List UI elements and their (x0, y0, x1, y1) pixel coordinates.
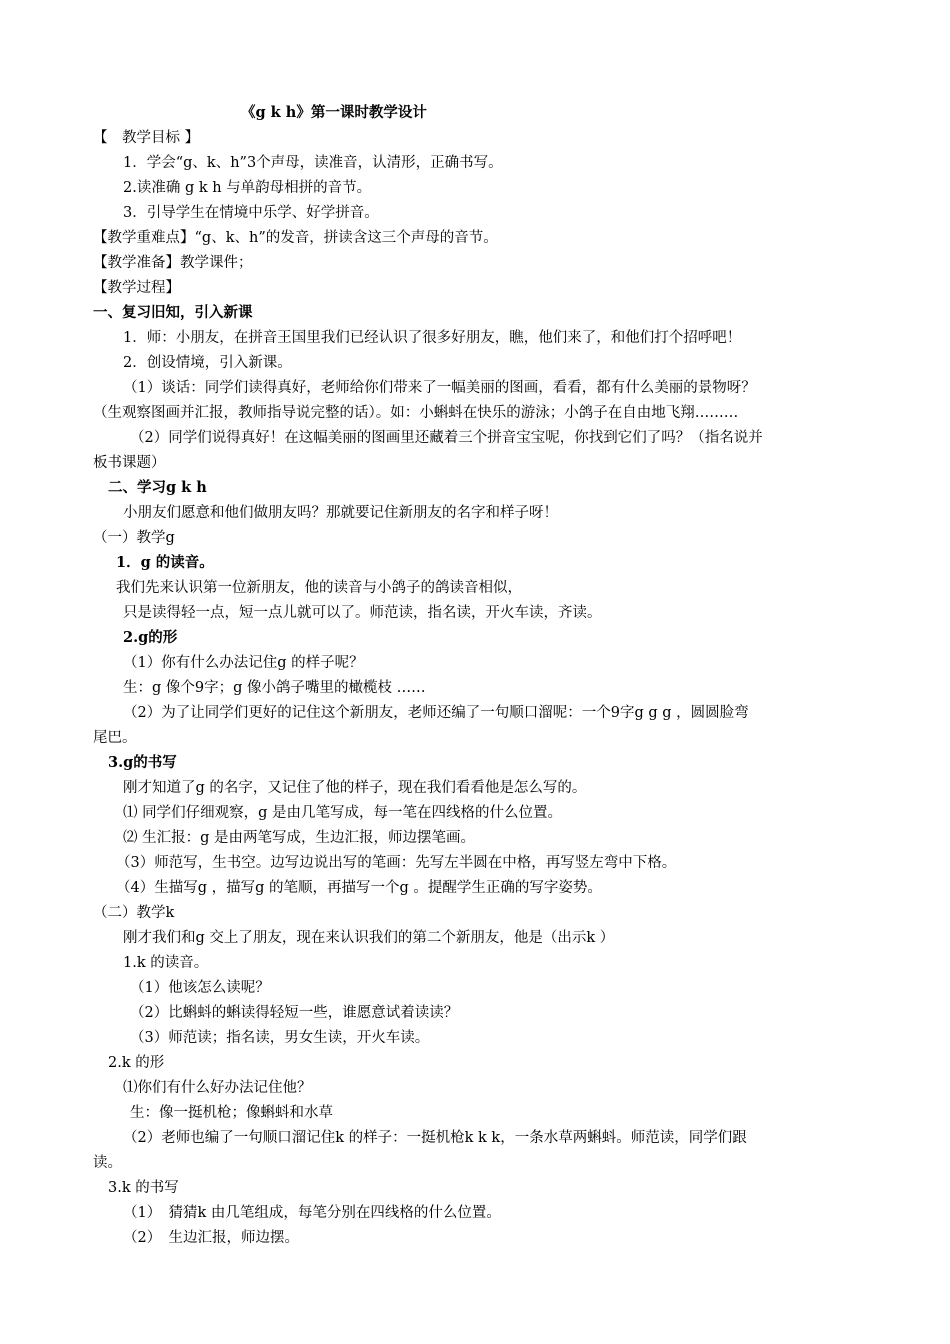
document-title: 《g k h》第一课时教学设计 (241, 104, 427, 121)
paragraph-line: 1．学会“g、k、h”3个声母，读准音，认清形，正确书写。 (123, 155, 503, 171)
paragraph-line: ⑵ 生汇报：g 是由两笔写成，生边汇报，师边摆笔画。 (123, 830, 475, 846)
paragraph-line: （2）为了让同学们更好的记住这个新朋友，老师还编了一句顺口溜呢：一个9字g g g ，圆圆脸弯 (123, 705, 749, 721)
paragraph-line: （生观察图画并汇报，教师指导说完整的话）。如：小蝌蚪在快乐的游泳；小鸽子在自由地飞翔……… (93, 405, 739, 421)
paragraph-line: 2．创设情境，引入新课。 (123, 355, 292, 371)
paragraph-line: 生：像一挺机枪；像蝌蚪和水草 (130, 1105, 333, 1121)
paragraph-line: ⑴你们有什么好办法记住他？ (123, 1080, 312, 1096)
paragraph-line: ⑴ 同学们仔细观察，g 是由几笔写成，每一笔在四线格的什么位置。 (123, 805, 562, 821)
paragraph-line: （2） 生边汇报，师边摆。 (123, 1230, 299, 1246)
paragraph-line: 3．引导学生在情境中乐学、好学拼音。 (123, 205, 379, 221)
paragraph-line: （1）他该怎么读呢？ (130, 980, 270, 996)
paragraph-line: 【教学准备】教学课件； (93, 255, 253, 271)
paragraph-line: （3）师范读；指名读，男女生读，开火车读。 (130, 1030, 430, 1046)
paragraph-line: 1．师：小朋友，在拼音王国里我们已经认识了很多好朋友，瞧，他们来了，和他们打个招呼吧！ (123, 330, 742, 346)
paragraph-line: 我们先来认识第一位新朋友，他的读音与小鸽子的鸽读音相似， (116, 580, 522, 596)
subsection-heading: （一）教学g (93, 530, 175, 546)
paragraph-line: 小朋友们愿意和他们做朋友吗？那就要记住新朋友的名字和样子呀！ (123, 505, 558, 521)
paragraph-line: （2）老师也编了一句顺口溜记住k 的样子：一挺机枪k k k，一条水草两蝌蚪。师范读，同学们跟 (123, 1130, 747, 1146)
paragraph-line: （4）生描写g ，描写g 的笔顺，再描写一个g 。提醒学生正确的写字姿势。 (116, 880, 602, 896)
item-heading: 1.k 的读音。 (123, 955, 209, 971)
paragraph-line: （1）你有什么办法记住g 的样子呢？ (123, 655, 364, 671)
item-heading: 2.g的形 (123, 629, 178, 646)
section-label-process: 【教学过程】 (93, 280, 180, 296)
item-heading: 3.k 的书写 (108, 1180, 179, 1196)
section-heading: 一、复习旧知，引入新课 (93, 304, 253, 321)
paragraph-line: （2）同学们说得真好！在这幅美丽的图画里还藏着三个拼音宝宝呢，你找到它们了吗？（指名说并 (130, 430, 763, 446)
item-heading: 3.g的书写 (108, 754, 177, 771)
paragraph-line: 尾巴。 (93, 730, 137, 746)
paragraph-line: 只是读得轻一点，短一点儿就可以了。师范读，指名读，开火车读，齐读。 (123, 605, 602, 621)
paragraph-line: 刚才知道了g 的名字，又记住了他的样子，现在我们看看他是怎么写的。 (123, 780, 587, 796)
paragraph-line: 2.读准确 g k h 与单韵母相拼的音节。 (123, 180, 372, 196)
paragraph-line: 刚才我们和g 交上了朋友，现在来认识我们的第二个新朋友，他是（出示k ） (123, 930, 615, 946)
section-label-goals: 【 教学目标 】 (93, 130, 200, 146)
item-heading: 2.k 的形 (108, 1055, 165, 1071)
paragraph-line: 板书课题） (93, 455, 166, 471)
paragraph-line: 读。 (93, 1155, 122, 1171)
paragraph-line: 【教学重难点】“g、k、h”的发音，拼读含这三个声母的音节。 (93, 230, 498, 246)
section-heading: 二、学习g k h (108, 479, 207, 496)
paragraph-line: 生：g 像个9字；g 像小鸽子嘴里的橄榄枝 …… (123, 680, 426, 696)
item-heading: 1．g 的读音。 (116, 554, 214, 571)
paragraph-line: （2）比蝌蚪的蝌读得轻短一些，谁愿意试着读读？ (130, 1005, 459, 1021)
paragraph-line: （3）师范写，生书空。边写边说出写的笔画：先写左半圆在中格，再写竖左弯中下格。 (116, 855, 677, 871)
paragraph-line: （1） 猜猜k 由几笔组成，每笔分别在四线格的什么位置。 (123, 1205, 501, 1221)
paragraph-line: （1）谈话：同学们读得真好，老师给你们带来了一幅美丽的图画，看看，都有什么美丽的景物呀？ (123, 380, 756, 396)
subsection-heading: （二）教学k (93, 905, 175, 921)
